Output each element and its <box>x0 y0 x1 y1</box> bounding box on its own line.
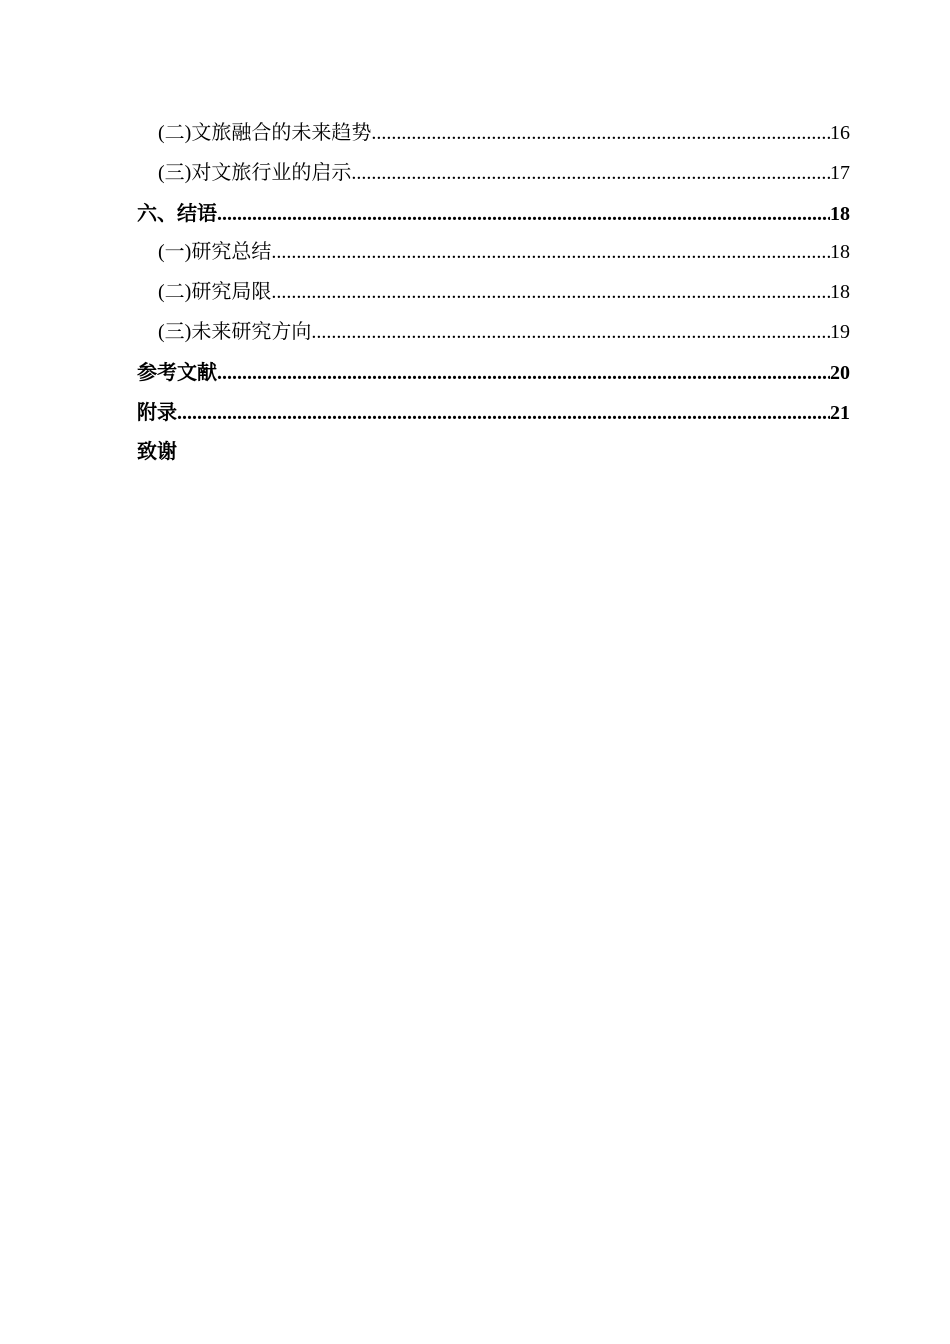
toc-page-number: 21 <box>830 401 850 424</box>
toc-entry-research-summary[interactable] <box>137 233 850 273</box>
toc-entry-label: (一)研究总结 <box>158 241 272 264</box>
toc-entry-label: (二)研究局限 <box>158 281 272 304</box>
toc-entry-future-trends[interactable] <box>137 114 850 154</box>
toc-dot-leader <box>217 195 830 235</box>
toc-entry-label: (三)对文旅行业的启示 <box>158 161 352 184</box>
toc-entry-label: (三)未来研究方向 <box>158 320 312 343</box>
toc-page-number: 16 <box>830 122 850 144</box>
toc-entry-research-limitations[interactable] <box>137 273 850 313</box>
toc-entry-label: 六、结语 <box>137 200 217 225</box>
toc-entry-references[interactable] <box>137 353 850 393</box>
toc-dot-leader <box>217 354 830 394</box>
toc-dot-leader <box>311 313 830 353</box>
toc-page-number: 18 <box>830 281 850 304</box>
toc-dot-leader <box>371 114 830 154</box>
toc-dot-leader <box>177 394 830 434</box>
toc-entry-label: (二)文旅融合的未来趋势 <box>158 122 372 144</box>
toc-entry-conclusion[interactable] <box>137 194 850 234</box>
toc-entry-label: 附录 <box>137 399 177 424</box>
toc-dot-leader <box>271 273 830 313</box>
table-of-contents <box>137 114 850 472</box>
toc-dot-leader <box>271 233 830 273</box>
toc-page-number: 20 <box>830 361 850 384</box>
toc-entry-industry-implications[interactable] <box>137 154 850 194</box>
toc-entry-appendix[interactable] <box>137 393 850 433</box>
toc-entry-label: 致谢 <box>137 439 177 464</box>
toc-page-number: 19 <box>830 320 850 343</box>
toc-entry-label: 参考文献 <box>137 359 217 384</box>
toc-entry-acknowledgements[interactable] <box>137 432 850 472</box>
toc-page-number: 17 <box>830 161 850 184</box>
toc-page-number: 18 <box>830 202 850 225</box>
toc-page-number: 18 <box>830 241 850 264</box>
toc-entry-future-research[interactable] <box>137 313 850 353</box>
toc-dot-leader <box>351 154 830 194</box>
